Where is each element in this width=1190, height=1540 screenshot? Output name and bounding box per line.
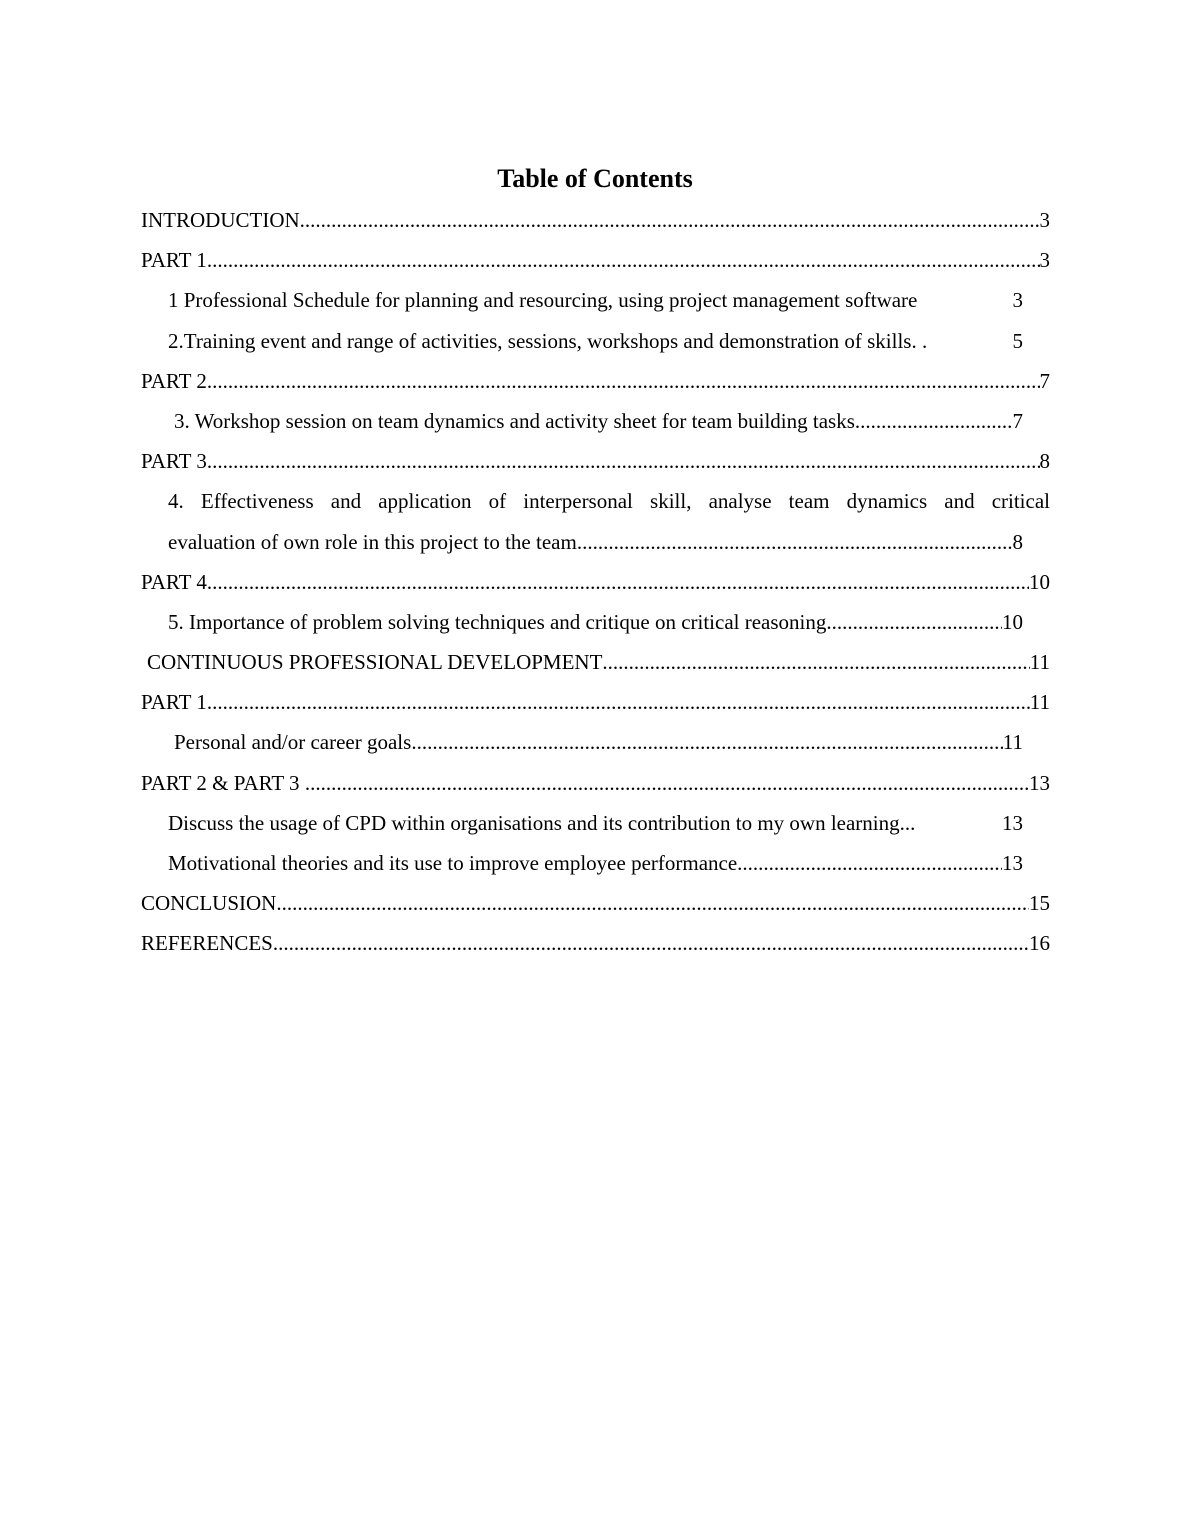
toc-entry-label: Discuss the usage of CPD within organisations and its contribution to my own learning... — [168, 810, 916, 835]
toc-entry-cpd-usage[interactable] — [141, 803, 1023, 843]
toc-entry-introduction[interactable] — [141, 200, 1050, 240]
toc-entry-label: PART 3 — [141, 449, 207, 474]
toc-page-number: 11 — [1029, 690, 1050, 715]
toc-entry-cpd-part-1[interactable] — [141, 682, 1050, 722]
toc-entry-label: CONCLUSION — [141, 891, 277, 916]
toc-leader-dots — [207, 441, 1040, 481]
toc-page-number: 11 — [1002, 730, 1023, 755]
toc-entry-label: Motivational theories and its use to improve employee performance — [168, 851, 738, 875]
toc-leader-dots — [300, 200, 1040, 240]
toc-entry-problem-solving[interactable] — [141, 602, 1023, 642]
toc-entry-cpd[interactable] — [141, 642, 1050, 682]
toc-entry-part-2[interactable] — [141, 361, 1050, 401]
toc-entry-part-1[interactable] — [141, 240, 1050, 280]
toc-page-number: 5 — [1012, 328, 1023, 353]
toc-entry-references[interactable] — [141, 923, 1050, 963]
toc-entry-workshop-session[interactable] — [141, 401, 1023, 441]
toc-leader-dots — [411, 722, 1002, 762]
toc-entry-label: Personal and/or career goals — [174, 730, 412, 755]
toc-leader-dots — [273, 923, 1029, 963]
toc-leader-dots — [276, 883, 1029, 923]
toc-entry-label: INTRODUCTION — [141, 208, 300, 232]
toc-page-number: 15 — [1029, 891, 1050, 916]
toc-leader-dots — [737, 843, 1002, 883]
toc-page-number: 16 — [1029, 931, 1050, 956]
toc-entry-label: 2.Training event and range of activities, sessions, workshops and demonstration of skills. . — [168, 328, 928, 353]
toc-title: Table of Contents — [497, 164, 693, 193]
toc-leader-dots — [305, 763, 1029, 803]
toc-leader-dots — [826, 602, 1002, 642]
toc-page-number: 7 — [1039, 368, 1050, 393]
toc-leader-dots — [207, 562, 1029, 602]
toc-entry-professional-schedule[interactable] — [141, 280, 1023, 320]
toc-entry-career-goals[interactable] — [141, 722, 1023, 762]
toc-page-number: 3 — [1039, 208, 1050, 232]
table-of-contents — [141, 200, 1050, 964]
toc-entry-label-line-2: evaluation of own role in this project to the team — [168, 529, 577, 554]
toc-entry-line-2 — [168, 522, 1023, 562]
toc-entry-conclusion[interactable] — [141, 883, 1050, 923]
toc-page-number: 3 — [1039, 248, 1050, 273]
toc-entry-label-line-1: 4. Effectiveness and application of interpersonal skill, analyse team dynamics and critical — [168, 489, 1050, 514]
toc-leader-dots — [602, 642, 1029, 682]
toc-entry-label: PART 1 — [141, 690, 207, 715]
toc-entry-label: PART 2 & PART 3 — [141, 770, 305, 795]
toc-leader-dots — [577, 522, 1013, 562]
toc-entry-label: CONTINUOUS PROFESSIONAL DEVELOPMENT — [147, 650, 603, 675]
toc-page-number: 13 — [1002, 851, 1023, 875]
toc-entry-part-2-and-3[interactable] — [141, 763, 1050, 803]
toc-entry-training-event[interactable] — [141, 321, 1023, 361]
toc-entry-label: 5. Importance of problem solving techniques and critique on critical reasoning — [168, 609, 827, 634]
toc-page-number: 8 — [1039, 449, 1050, 474]
toc-entry-label: 1 Professional Schedule for planning and resourcing, using project management software — [168, 288, 918, 313]
toc-entry-label: PART 1 — [141, 248, 207, 273]
toc-entry-label: 3. Workshop session on team dynamics and activity sheet for team building tasks — [174, 408, 855, 433]
toc-page-number: 8 — [1012, 529, 1023, 554]
toc-page-number: 10 — [1029, 569, 1050, 594]
toc-page-number: 13 — [1002, 810, 1023, 835]
toc-entry-effectiveness[interactable] — [141, 481, 1050, 561]
toc-entry-part-4[interactable] — [141, 562, 1050, 602]
toc-entry-part-3[interactable] — [141, 441, 1050, 481]
toc-page-number: 7 — [1012, 408, 1023, 433]
toc-leader-dots — [855, 401, 1013, 441]
toc-entry-label: PART 4 — [141, 569, 207, 594]
toc-page-number: 13 — [1029, 770, 1050, 795]
toc-page-number: 3 — [1012, 288, 1023, 313]
toc-page-number: 11 — [1029, 650, 1050, 675]
toc-page-number: 10 — [1002, 609, 1023, 634]
toc-entry-label: REFERENCES — [141, 931, 273, 956]
toc-entry-motivational-theories[interactable] — [141, 843, 1023, 883]
toc-leader-dots — [207, 682, 1030, 722]
toc-entry-label: PART 2 — [141, 368, 207, 393]
toc-leader-dots — [207, 240, 1040, 280]
toc-leader-dots — [207, 361, 1040, 401]
